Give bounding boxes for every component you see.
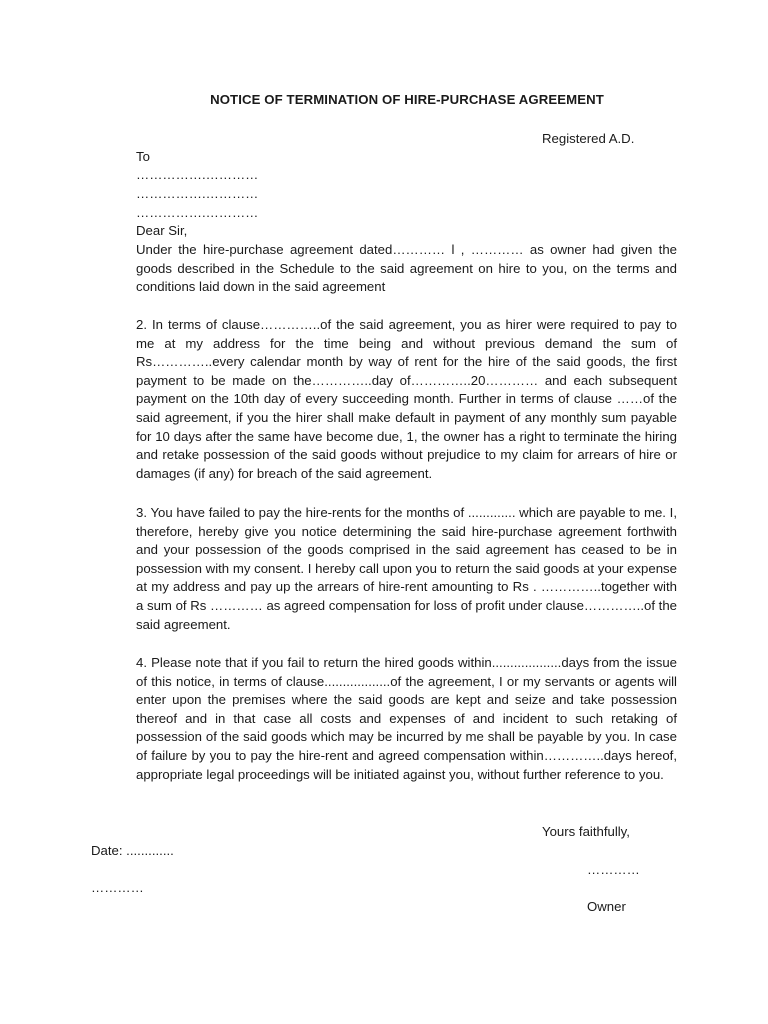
address-line: …………….………… xyxy=(136,186,259,201)
signature-line: ………… xyxy=(587,862,640,877)
salutation: Dear Sir, xyxy=(136,223,188,238)
signatory-owner: Owner xyxy=(587,899,626,914)
paragraph-text: 3. You have failed to pay the hire-rents for the months of ............. which are payable to me. I, therefore, hereby give you notice determining the said hire-purchase agreement forthwith and your possession of the goods comprised in the said agreement has ceased to be in possession with my consent. I hereby call upon you to return the said goods at your expense at my address and pay up the arrears of hire-rent amounting to Rs . …………..together with a sum of Rs ………… as agreed compensation for loss of profit under clause…………..of the said agreement. xyxy=(136,505,677,632)
paragraph-clause-3 xyxy=(136,504,677,634)
paragraph-text: 4. Please note that if you fail to return the hired goods within...................days from the issue of this notice, in terms of clause..................of the agreement, I or my servants or agents will enter upon the premises where the said goods are kept and seize and take possession thereof and in that case all costs and expenses of and incident to such retaking of possession of the said goods which may be incurred by me shall be payable by you. In case of failure by you to pay the hire-rent and agreed compensation within…………..days hereof, appropriate legal proceedings will be initiated against you, without further reference to you. xyxy=(136,655,677,782)
paragraph-clause-4 xyxy=(136,654,677,784)
paragraph-clause-2 xyxy=(136,316,677,483)
registered-ad-label: Registered A.D. xyxy=(542,131,635,146)
address-line: …………….………… xyxy=(136,167,259,182)
paragraph-text: 2. In terms of clause…………..of the said agreement, you as hirer were required to pay to me at my address for the time being and without previous demand the sum of Rs…………..every calendar month by way of rent for the hire of the said goods, the first payment to be made on the…………..day of…………..20………… and each subsequent payment on the 10th day of every succeeding month. Further in terms of clause ……of the said agreement, if you the hirer shall make default in payment of any monthly sum payable for 10 days after the same have become due, 1, the owner has a right to terminate the hiring and retake possession of the said goods without prejudice to my claim for arrears of hire or damages (if any) for breach of the said agreement. xyxy=(136,317,677,481)
paragraph-intro xyxy=(136,241,677,297)
document-title: NOTICE OF TERMINATION OF HIRE-PURCHASE AGREEMENT xyxy=(210,92,604,107)
closing-yours-faithfully: Yours faithfully, xyxy=(542,824,630,839)
paragraph-text: Under the hire-purchase agreement dated………… l , ………… as owner had given the goods described in the Schedule to the said agreement on hire to you, on the terms and conditions laid down in the said agreement xyxy=(136,242,677,295)
address-line: …………….………… xyxy=(136,205,259,220)
date-field: Date: ............. xyxy=(91,843,174,858)
to-label: To xyxy=(136,149,150,164)
place-line: ………… xyxy=(91,880,144,895)
